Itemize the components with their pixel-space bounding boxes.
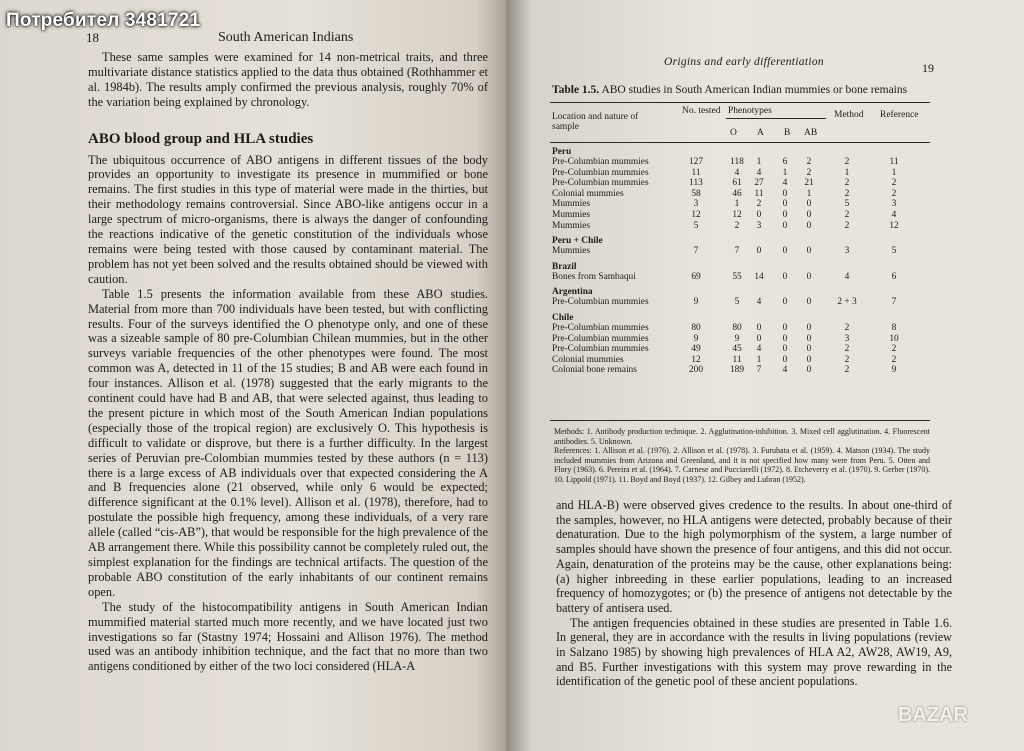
- table-cell-a: 3: [756, 220, 762, 231]
- table-title: ABO studies in South American Indian mummies or bone remains: [601, 84, 908, 96]
- table-cell-method: 5: [844, 199, 850, 210]
- table-row-label: Pre-Columbian mummies: [552, 167, 649, 178]
- table-cell-b: 0: [782, 344, 788, 355]
- table-cell-n: 12: [691, 354, 701, 365]
- table-cell-n: 12: [691, 210, 701, 220]
- table-cell-o: 5: [734, 297, 740, 308]
- table-cell-ref: 7: [891, 297, 897, 308]
- table-row-label: Mummies: [552, 210, 591, 220]
- table-cell-n: 80: [691, 323, 701, 333]
- table-cell-method: 3: [844, 246, 850, 257]
- table-cell-method: 2: [844, 365, 850, 376]
- table-row-label: Colonial mummies: [552, 188, 624, 199]
- col-header-location: Location and nature of sample: [552, 112, 639, 132]
- table-cell-b: 1: [782, 167, 788, 178]
- table-cell-ref: 2: [891, 188, 897, 199]
- table-cell-o: 46: [732, 188, 742, 199]
- table-cell-ref: 8: [891, 323, 897, 333]
- table-notes-references: References: 1. Allison et al. (1976). 2. Allison et al. (1978). 3. Furuhata et al. (1959). 4. Matson (1934). The study included mummies from Arizona and Greenland, and it is not specified how many were from Peru. 5. Otten and Flory (1963). 6. Pereira et al. (1964). 7. Carnese and Pucciarelli (1972). 8. Etcheverry et al. (1970). 9. Gerber (1970). 10. Lippold (1971). 11. Boyd and Boyd (1937). 12. Gilbey and Lubran (1952).: [554, 446, 930, 484]
- table-cell-b: 0: [782, 297, 788, 308]
- table-cell-ref: 4: [891, 210, 897, 220]
- table-cell-ref: 10: [889, 333, 899, 344]
- table-cell-ab: 0: [806, 220, 812, 231]
- table-cell-b: 0: [782, 210, 788, 220]
- table-cell-b: 0: [782, 246, 788, 257]
- table-cell-o: 45: [732, 344, 742, 355]
- table-cell-n: 5: [693, 220, 699, 231]
- table-cell-b: 0: [782, 354, 788, 365]
- table-cell-method: 1: [844, 167, 850, 178]
- watermark-username: Потребител 3481721: [6, 10, 201, 31]
- col-header-phenotypes: Phenotypes: [728, 106, 772, 116]
- table-cell-ref: 12: [889, 220, 899, 231]
- table-cell-o: 9: [734, 333, 740, 344]
- table-cell-b: 0: [782, 220, 788, 231]
- paragraph-hla-results: and HLA-B) were observed gives credence to the results. In about one-third of the samples, however, no HLA antigens were detected, probably because of their denaturation. Due to the high polymorphism of the system, a large number of samples should have shown the presence of four antigens, and this did not occur. Again, denaturation of the proteins may be the cause, other explanations being: (a) higher inbreeding in these earlier populations, leading to an increased frequency of homozygotes; or (b) the presence of antigens not detectable by the battery of antisera used.: [556, 498, 952, 615]
- col-header-ab: AB: [804, 128, 818, 138]
- table-notes: [554, 427, 930, 485]
- table-cell-n: 11: [691, 167, 701, 178]
- table-row-label: Colonial bone remains: [552, 365, 637, 376]
- table-cell-ab: 21: [804, 178, 814, 189]
- table-cell-ab: 1: [806, 188, 812, 199]
- table-cell-b: 6: [782, 157, 788, 167]
- table-cell-a: 11: [754, 188, 764, 199]
- table-cell-o: 55: [732, 271, 742, 282]
- table-row-label: Colonial mummies: [552, 354, 624, 365]
- intro-paragraph: These same samples were examined for 14 non-metrical traits, and three multivariate distance statistics applied to the data thus obtained (Rothhammer et al. 1984b). The results amply confirmed the previous analysis, roughly 70% of the variation being explained by chronology.: [88, 50, 488, 109]
- table-row-label: Pre-Columbian mummies: [552, 333, 649, 344]
- table-group-heading: Brazil: [552, 261, 577, 272]
- table-cell-method: 2 + 3: [837, 297, 857, 308]
- table-cell-n: 9: [693, 333, 699, 344]
- table-group-heading: Peru + Chile: [552, 236, 603, 247]
- table-cell-ab: 0: [806, 210, 812, 220]
- col-header-a: A: [757, 128, 764, 138]
- table-cell-ab: 0: [806, 333, 812, 344]
- table-cell-ab: 0: [806, 271, 812, 282]
- table-cell-ab: 2: [806, 157, 812, 167]
- table-header-rule: [550, 142, 930, 143]
- table-group-heading: Argentina: [552, 287, 593, 298]
- table-cell-o: 61: [732, 178, 742, 189]
- table-cell-a: 4: [756, 167, 762, 178]
- table-cell-a: 1: [756, 157, 762, 167]
- table-cell-ref: 2: [891, 178, 897, 189]
- table-row-label: Pre-Columbian mummies: [552, 344, 649, 355]
- table-cell-ref: 2: [891, 344, 897, 355]
- table-row-label: Pre-Columbian mummies: [552, 297, 649, 308]
- table-cell-n: 3: [693, 199, 699, 210]
- table-cell-method: 4: [844, 271, 850, 282]
- table-cell-a: 0: [756, 333, 762, 344]
- table-cell-o: 11: [732, 354, 742, 365]
- paragraph-abo-intro: The ubiquitous occurrence of ABO antigens in different tissues of the body provides an opportunity to investigate its presence in mummified or bone remains. The first studies in this type of material were made in the thirties, but their methodology remains controversial. Since ABO-like antigens occur in a large spectrum of micro-organisms, there is always the danger of confounding the reactions indicative of the genetic constitution of the individuals whose remains were being tested with those caused by contaminant material. The problem has not yet been solved and the results obtained should be viewed with caution.: [88, 152, 488, 286]
- table-top-rule: [550, 102, 930, 103]
- right-page-number: 19: [922, 61, 934, 75]
- table-cell-ab: 0: [806, 297, 812, 308]
- table-cell-n: 200: [688, 365, 704, 376]
- left-running-head: South American Indians: [218, 30, 354, 45]
- table-cell-method: 2: [844, 344, 850, 355]
- table-cell-ab: 0: [806, 365, 812, 376]
- table-cell-b: 0: [782, 271, 788, 282]
- paragraph-table-discussion: Table 1.5 presents the information available from these ABO studies. Material from more than 700 individuals have been tested, but with conflicting results. Four of the surveys identified the O phenotype only, and one of these was a sizeable sample of 80 pre-Columbian Chilean mummies, but in the other surveys variable frequencies of the other phenotypes were found. The most common was A, detected in 11 of the 15 studies; B and AB were each found in four instances. Allison et al. (1978) suggested that the early migrants to the continent could have had B and AB, that were selected against, thus leading to the present picture in which most of the South American Indian populations (especially those of the tropical region) are exclusively O. This hypothesis is difficult to validate or disprove, but there is a further difficulty. In the largest series of Peruvian pre-Colombian mummies tested by these authors (n = 113) there is a large excess of AB individuals over that expected considering the A and B frequencies alone (21 observed, while only 6 would be expected; difference significant at the 0.1% level). Allison et al. (1978), therefore, had to postulate the possible high frequency, among these individuals, of a very rare allele (called “cis-AB”), that would be responsible for the high prevalence of the AB arrangement there. While this possibility cannot be completely ruled out, the simplest explanation for the findings are technical artifacts. The question of the probable ABO constitution of the early inhabitants of our continent remains open.: [88, 286, 488, 599]
- table-row-label: Pre-Columbian mummies: [552, 178, 649, 189]
- right-page: [506, 0, 1024, 751]
- table-cell-n: 49: [691, 344, 701, 355]
- table-cell-a: 4: [756, 344, 762, 355]
- table-cell-b: 4: [782, 365, 788, 376]
- col-header-no-tested: No. tested: [682, 106, 721, 116]
- table-cell-n: 69: [691, 271, 701, 282]
- table-cell-b: 0: [782, 333, 788, 344]
- table-cell-b: 0: [782, 323, 788, 333]
- table-cell-method: 2: [844, 354, 850, 365]
- table-bottom-rule: [550, 420, 930, 421]
- table-cell-o: 7: [734, 246, 740, 257]
- right-text-column: [556, 498, 952, 689]
- table-caption: [552, 84, 907, 96]
- table-cell-n: 7: [693, 246, 699, 257]
- right-running-head: Origins and early differentiation: [664, 56, 824, 68]
- paragraph-hla-intro: The study of the histocompatibility antigens in South American Indian mummified material started much more recently, and we have located just two investigations so far (Stastny 1974; Hossaini and Allison 1976). The method used was an antibody inhibition technique, and the fact that no more than two antigens conditioned by either of the two loci considered (HLA-A: [88, 599, 488, 674]
- table-label: Table 1.5.: [552, 84, 600, 96]
- table-cell-a: 0: [756, 246, 762, 257]
- table-group-heading: Peru: [552, 147, 572, 157]
- table-row-label: Pre-Columbian mummies: [552, 323, 649, 333]
- table-cell-ab: 0: [806, 323, 812, 333]
- table-cell-o: 189: [729, 365, 745, 376]
- table-cell-ab: 2: [806, 167, 812, 178]
- table-cell-ab: 0: [806, 199, 812, 210]
- table-cell-ab: 0: [806, 246, 812, 257]
- table-cell-ref: 6: [891, 271, 897, 282]
- table-cell-a: 14: [754, 271, 764, 282]
- table-row-label: Mummies: [552, 220, 591, 231]
- col-header-reference: Reference: [880, 110, 919, 120]
- table-notes-methods: Methods: 1. Antibody production technique. 2. Agglutination-inhibition. 3. Mixed cell agglutination. 4. Fluorescent antibodies. 5. Unknown.: [554, 427, 930, 446]
- table-cell-b: 0: [782, 188, 788, 199]
- table-row-label: Mummies: [552, 246, 591, 257]
- left-page: [0, 0, 506, 751]
- table-cell-method: 2: [844, 220, 850, 231]
- table-cell-a: 1: [756, 354, 762, 365]
- table-cell-method: 2: [844, 157, 850, 167]
- col-header-method: Method: [834, 110, 864, 120]
- table-cell-ref: 11: [889, 157, 899, 167]
- left-page-number: 18: [86, 30, 99, 45]
- table-cell-a: 0: [756, 210, 762, 220]
- table-cell-n: 113: [689, 178, 703, 189]
- table-cell-ref: 3: [891, 199, 897, 210]
- table-cell-method: 3: [844, 333, 850, 344]
- table-cell-ref: 1: [891, 167, 897, 178]
- col-header-b: B: [784, 128, 791, 138]
- section-heading: ABO blood group and HLA studies: [88, 130, 314, 147]
- table-cell-a: 4: [756, 297, 762, 308]
- table-cell-ab: 0: [806, 344, 812, 355]
- table-cell-method: 2: [844, 323, 850, 333]
- table-cell-method: 2: [844, 188, 850, 199]
- table-cell-b: 0: [782, 199, 788, 210]
- table-cell-b: 4: [782, 178, 788, 189]
- table-cell-a: 7: [756, 365, 762, 376]
- table-cell-ab: 0: [806, 354, 812, 365]
- table-cell-ref: 2: [891, 354, 897, 365]
- table-cell-n: 9: [693, 297, 699, 308]
- table-cell-method: 2: [844, 178, 850, 189]
- table-cell-o: 4: [734, 167, 740, 178]
- left-text-column: [88, 50, 488, 674]
- table-cell-o: 118: [730, 157, 744, 167]
- table-row-label: Bones from Sambaqui: [552, 271, 636, 282]
- table-cell-o: 80: [732, 323, 742, 333]
- col-header-o: O: [730, 128, 737, 138]
- table-row-label: Mummies: [552, 199, 591, 210]
- table-cell-a: 2: [756, 199, 762, 210]
- paragraph-antigen-frequencies: The antigen frequencies obtained in these studies are presented in Table 1.6. In general, they are in accordance with the results in living populations (review in Salzano 1985) by showing high prevalences of HLA A2, AW28, AW19, A9, and B5. Further investigations with this system may prove rewarding in the identification of the genetic pool of these ancient populations.: [556, 615, 952, 689]
- phenotype-header-rule: [726, 118, 826, 119]
- table-cell-o: 2: [734, 220, 740, 231]
- bazar-logo: BAZAR: [898, 704, 968, 726]
- table-cell-a: 0: [756, 323, 762, 333]
- table-row-label: Pre-Columbian mummies: [552, 157, 649, 167]
- table-cell-n: 127: [688, 157, 704, 167]
- table-cell-ref: 9: [891, 365, 897, 376]
- table-cell-method: 2: [844, 210, 850, 220]
- table-group-heading: Chile: [552, 313, 574, 323]
- table-cell-ref: 5: [891, 246, 897, 257]
- table-cell-o: 1: [734, 199, 740, 210]
- table-cell-o: 12: [732, 210, 742, 220]
- table-cell-n: 58: [691, 188, 701, 199]
- table-cell-a: 27: [754, 178, 764, 189]
